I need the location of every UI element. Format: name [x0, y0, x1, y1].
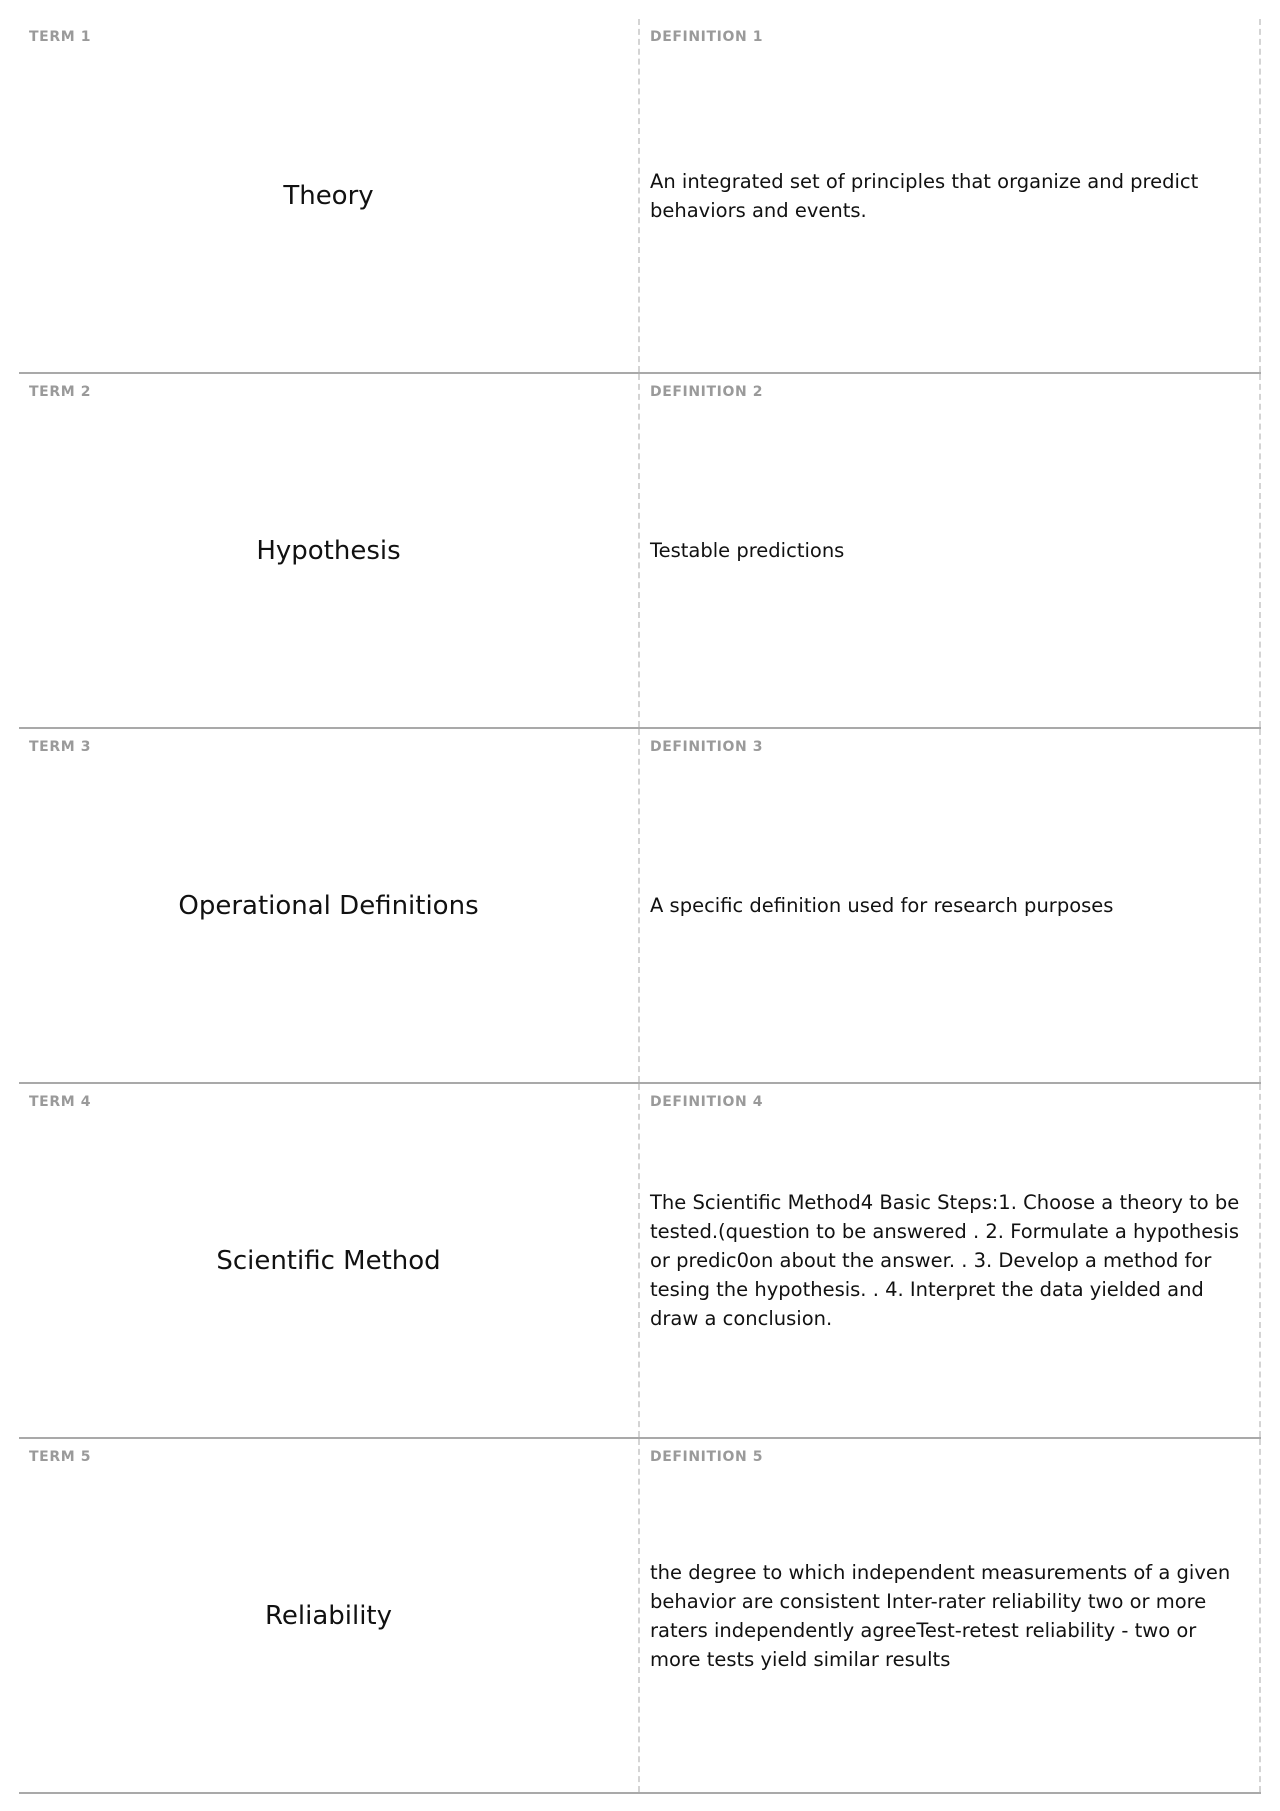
definition-text-wrap — [650, 1439, 1241, 1792]
term-text: Reliability — [264, 1600, 393, 1631]
definition-text-wrap — [650, 1084, 1241, 1437]
definition-label: DEFINITION 4 — [650, 1094, 764, 1110]
term-text: Scientific Method — [216, 1245, 441, 1276]
definition-text-wrap — [650, 374, 1241, 727]
definition-label: DEFINITION 2 — [650, 384, 764, 400]
definition-text-wrap — [650, 19, 1241, 372]
flashcard-row — [19, 19, 1261, 374]
definition-text: An integrated set of principles that organize and predict behaviors and events. — [650, 169, 1199, 222]
term-cell — [19, 729, 640, 1082]
definition-text: the degree to which independent measurements of a given behavior are consistent Inter-rater reliability two or more raters independently agreeTest-retest reliability - two or more tests yield similar results — [650, 1560, 1231, 1671]
definition-text: A specific definition used for research purposes — [650, 894, 1114, 917]
term-label: TERM 4 — [29, 1094, 92, 1110]
term-label: TERM 3 — [29, 739, 92, 755]
definition-cell — [640, 729, 1261, 1082]
flashcard-sheet — [19, 19, 1261, 1794]
definition-cell — [640, 374, 1261, 727]
term-text: Operational Definitions — [178, 890, 479, 921]
definition-label: DEFINITION 3 — [650, 739, 764, 755]
term-cell — [19, 1084, 640, 1437]
term-label: TERM 5 — [29, 1449, 92, 1465]
term-text: Theory — [283, 180, 374, 211]
term-label: TERM 2 — [29, 384, 92, 400]
term-cell — [19, 1439, 640, 1792]
definition-text-wrap — [650, 729, 1241, 1082]
flashcard-row — [19, 1439, 1261, 1794]
term-cell — [19, 19, 640, 372]
definition-cell — [640, 1084, 1261, 1437]
definition-label: DEFINITION 5 — [650, 1449, 764, 1465]
flashcard-row — [19, 374, 1261, 729]
definition-cell — [640, 19, 1261, 372]
term-text: Hypothesis — [256, 535, 401, 566]
definition-cell — [640, 1439, 1261, 1792]
definition-label: DEFINITION 1 — [650, 29, 764, 45]
term-cell — [19, 374, 640, 727]
flashcard-row — [19, 1084, 1261, 1439]
definition-text: The Scientific Method4 Basic Steps:1. Choose a theory to be tested.(question to be answered . 2. Formulate a hypothesis or predic0on about the answer. . 3. Develop a method for tesing the hypothesis. . 4. Interpret the data yielded and draw a conclusion. — [650, 1191, 1240, 1330]
flashcard-row — [19, 729, 1261, 1084]
definition-text: Testable predictions — [650, 539, 845, 562]
term-label: TERM 1 — [29, 29, 92, 45]
